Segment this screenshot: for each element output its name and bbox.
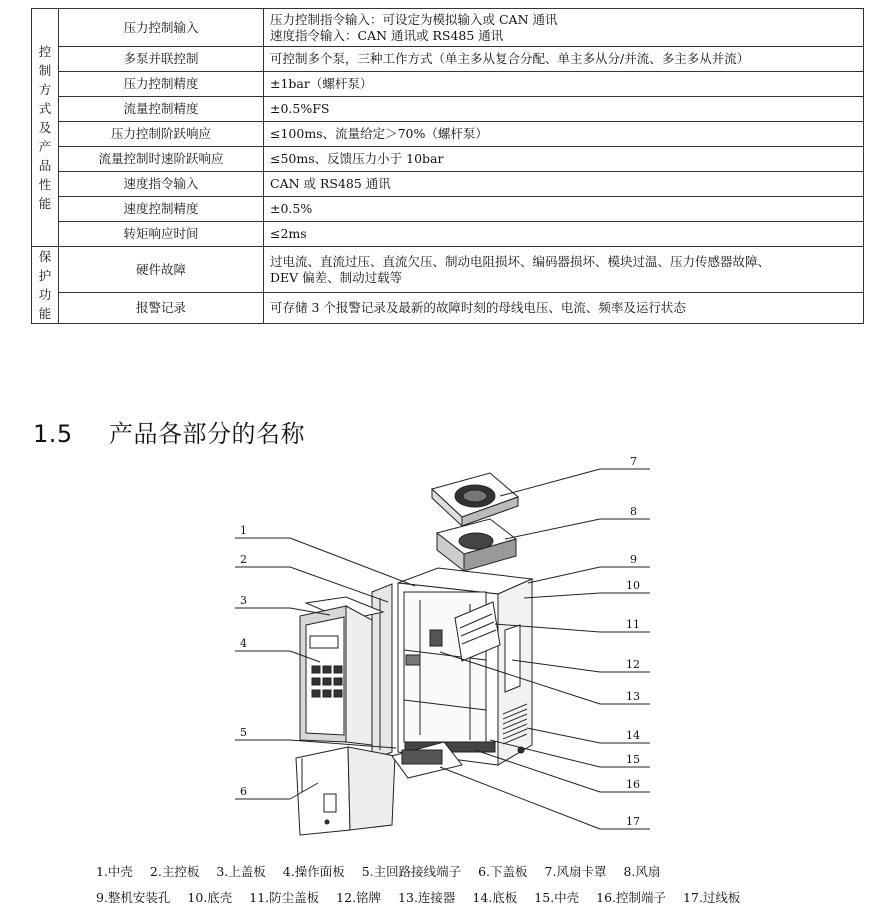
row-desc: 可控制多个泵，三种工作方式（单主多从复合分配、单主多从分/并流、多主多从并流） [264, 47, 864, 72]
fan-drawing [437, 519, 516, 571]
row-item: 转矩响应时间 [59, 222, 264, 247]
legend-item: 8.风扇 [623, 864, 661, 879]
legend-item: 2.主控板 [149, 864, 200, 879]
category-control-performance: 控 制 方 式 及 产 品 性 能 [32, 9, 59, 247]
legend-item: 6.下盖板 [478, 864, 528, 879]
callout-13: 13 [626, 690, 640, 703]
legend-item: 4.操作面板 [282, 864, 345, 879]
callout-3: 3 [240, 594, 247, 607]
legend-item: 9.整机安装孔 [96, 890, 171, 905]
callout-10: 10 [626, 579, 640, 592]
section-number: 1.5 [33, 420, 73, 448]
row-item: 流量控制时速阶跃响应 [59, 147, 264, 172]
callout-11: 11 [626, 618, 640, 631]
callout-7: 7 [630, 455, 637, 468]
lower-cover-drawing [296, 747, 395, 835]
table-row [32, 293, 864, 324]
row-item: 压力控制输入 [59, 9, 264, 47]
callout-4: 4 [240, 637, 247, 650]
callout-5: 5 [240, 726, 247, 739]
housing-drawing [398, 568, 532, 765]
legend-item: 16.控制端子 [596, 890, 667, 905]
row-item: 流量控制精度 [59, 97, 264, 122]
table-row [32, 222, 864, 247]
callout-8: 8 [630, 505, 637, 518]
legend-item: 3.上盖板 [216, 864, 266, 879]
row-desc: ≤50ms、反馈压力小于 10bar [264, 147, 864, 172]
row-desc: ≤2ms [264, 222, 864, 247]
exploded-diagram [0, 440, 890, 856]
table-row [32, 9, 864, 47]
table-row [32, 197, 864, 222]
table-row [32, 172, 864, 197]
table-row [32, 247, 864, 293]
legend-item: 1.中壳 [96, 864, 133, 879]
parts-legend-line-2 [96, 888, 816, 906]
row-item: 速度控制精度 [59, 197, 264, 222]
operation-panel-drawing [300, 597, 383, 745]
callout-1: 1 [240, 524, 247, 537]
legend-item: 7.风扇卡罩 [544, 864, 607, 879]
callout-12: 12 [626, 658, 640, 671]
row-item: 多泵并联控制 [59, 47, 264, 72]
row-item: 压力控制阶跃响应 [59, 122, 264, 147]
legend-item: 5.主回路接线端子 [361, 864, 462, 879]
row-desc: ≤100ms、流量给定＞70%（螺杆泵） [264, 122, 864, 147]
legend-item: 14.底板 [472, 890, 518, 905]
row-desc: CAN 或 RS485 通讯 [264, 172, 864, 197]
fan-cover-drawing [432, 473, 518, 526]
parts-legend-line-1 [96, 862, 816, 880]
row-desc: ±0.5%FS [264, 97, 864, 122]
legend-item: 11.防尘盖板 [249, 890, 320, 905]
legend-item: 13.连接器 [398, 890, 456, 905]
row-desc: ±0.5% [264, 197, 864, 222]
callout-2: 2 [240, 553, 247, 566]
legend-item: 17.过线板 [683, 890, 741, 905]
row-item: 报警记录 [59, 293, 264, 324]
row-desc: ±1bar（螺杆泵） [264, 72, 864, 97]
row-desc: 过电流、直流过压、直流欠压、制动电阻损坏、编码器损坏、模块过温、压力传感器故障、 DEV 偏差、制动过载等 [264, 247, 864, 293]
callout-6: 6 [240, 785, 247, 798]
row-item: 速度指令输入 [59, 172, 264, 197]
row-item: 压力控制精度 [59, 72, 264, 97]
table-row [32, 97, 864, 122]
row-item: 硬件故障 [59, 247, 264, 293]
spec-table [31, 8, 864, 324]
table-row [32, 147, 864, 172]
section-title: 产品各部分的名称 [109, 420, 305, 448]
callout-9: 9 [630, 553, 637, 566]
row-desc: 压力控制指令输入：可设定为模拟输入或 CAN 通讯 速度指令输入：CAN 通讯或 RS485 通讯 [264, 9, 864, 47]
legend-item: 12.铭牌 [336, 890, 382, 905]
callout-15: 15 [626, 753, 640, 766]
legend-item: 15.中壳 [534, 890, 580, 905]
callout-14: 14 [626, 729, 640, 742]
callout-16: 16 [626, 778, 640, 791]
row-desc: 可存储 3 个报警记录及最新的故障时刻的母线电压、电流、频率及运行状态 [264, 293, 864, 324]
legend-item: 10.底壳 [187, 890, 233, 905]
table-row [32, 72, 864, 97]
table-row [32, 47, 864, 72]
callout-17: 17 [626, 815, 640, 828]
table-row [32, 122, 864, 147]
category-protection: 保 护 功 能 [32, 247, 59, 324]
